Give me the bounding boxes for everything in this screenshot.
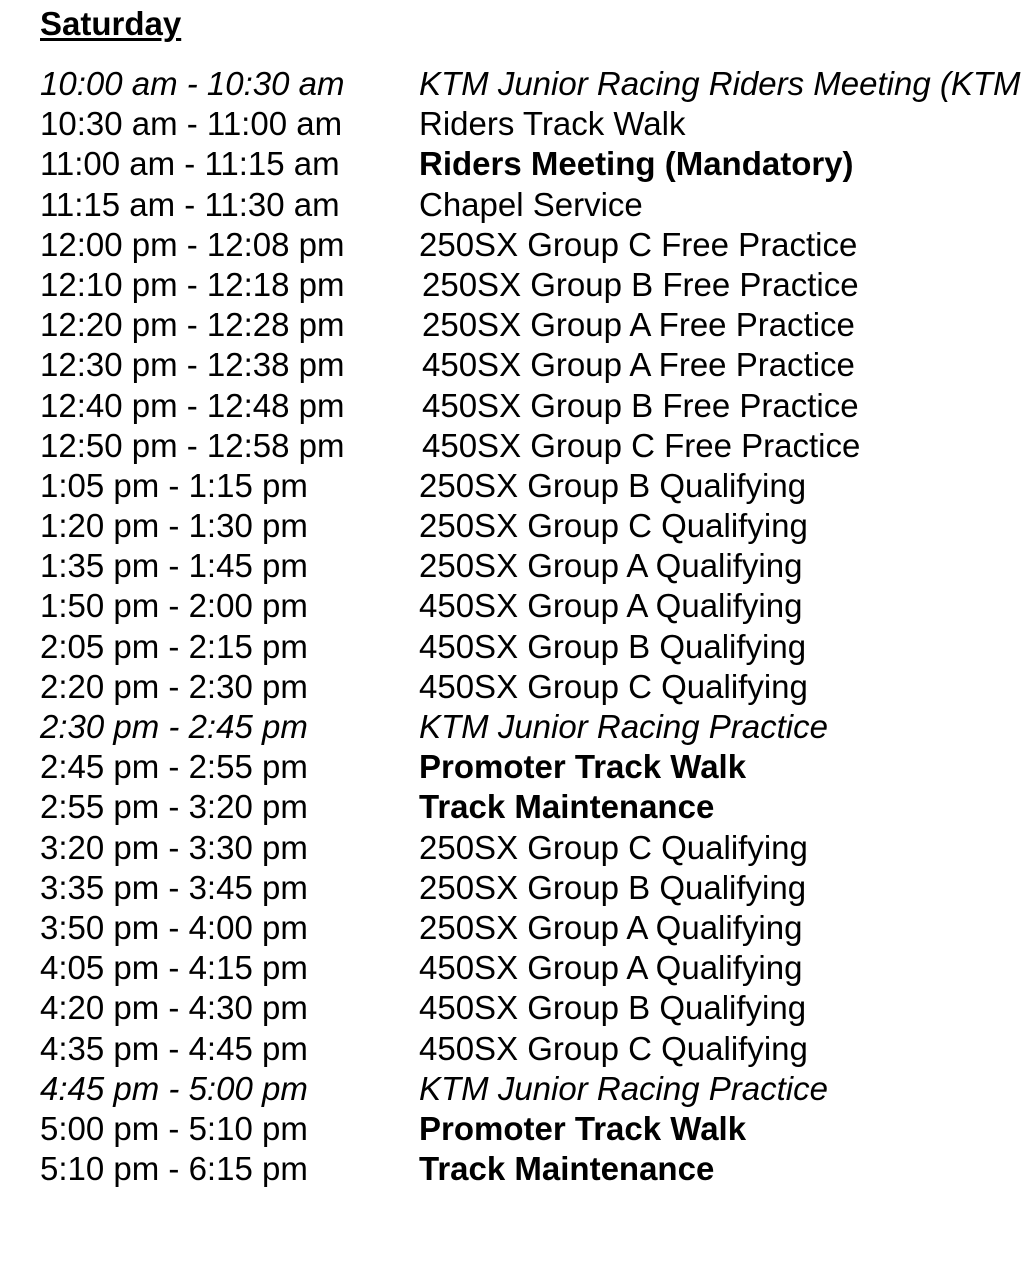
time-range: 4:05 pm - 4:15 pm [40, 949, 308, 987]
time-range: 2:55 pm - 3:20 pm [40, 788, 308, 826]
time-range: 12:00 pm - 12:08 pm [40, 225, 345, 263]
event-name: 250SX Group A Qualifying [419, 547, 803, 585]
time-range: 4:45 pm - 5:00 pm [40, 1069, 308, 1107]
event-name: KTM Junior Racing Practice [419, 1069, 828, 1107]
time-range: 2:20 pm - 2:30 pm [40, 667, 308, 705]
event-name: Riders Meeting (Mandatory) [419, 145, 854, 183]
time-range: 12:50 pm - 12:58 pm [40, 426, 345, 464]
schedule-row [0, 586, 1030, 626]
event-name: 250SX Group A Free Practice [422, 306, 855, 344]
schedule-row [0, 667, 1030, 707]
schedule-row [0, 747, 1030, 787]
time-range: 11:15 am - 11:30 am [40, 185, 340, 223]
time-range: 12:20 pm - 12:28 pm [40, 306, 345, 344]
time-range: 3:20 pm - 3:30 pm [40, 828, 308, 866]
event-name: 250SX Group B Qualifying [419, 466, 807, 504]
event-name: Promoter Track Walk [419, 1109, 747, 1147]
event-name: 450SX Group A Free Practice [422, 346, 855, 384]
schedule-row [0, 787, 1030, 827]
time-range: 1:50 pm - 2:00 pm [40, 587, 308, 625]
event-name: Track Maintenance [419, 1150, 715, 1188]
schedule-row [0, 185, 1030, 225]
event-name: Promoter Track Walk [419, 748, 747, 786]
time-range: 4:20 pm - 4:30 pm [40, 989, 308, 1027]
schedule-row [0, 265, 1030, 305]
schedule-row [0, 305, 1030, 345]
schedule-row [0, 506, 1030, 546]
time-range: 12:10 pm - 12:18 pm [40, 265, 345, 303]
schedule-row [0, 707, 1030, 747]
schedule-row [0, 386, 1030, 426]
event-name: Track Maintenance [419, 788, 715, 826]
time-range: 4:35 pm - 4:45 pm [40, 1029, 308, 1067]
schedule-row [0, 546, 1030, 586]
schedule-row [0, 828, 1030, 868]
schedule-row [0, 466, 1030, 506]
time-range: 2:30 pm - 2:45 pm [40, 708, 308, 745]
schedule-row [0, 225, 1030, 265]
time-range: 12:40 pm - 12:48 pm [40, 386, 345, 424]
event-name: 450SX Group A Qualifying [419, 587, 803, 625]
time-range: 11:00 am - 11:15 am [40, 145, 340, 183]
time-range: 2:45 pm - 2:55 pm [40, 748, 308, 786]
time-range: 5:00 pm - 5:10 pm [40, 1109, 308, 1147]
time-range: 2:05 pm - 2:15 pm [40, 627, 308, 665]
time-range: 12:30 pm - 12:38 pm [40, 346, 345, 384]
event-name: 250SX Group C Free Practice [419, 225, 858, 263]
schedule-row [0, 345, 1030, 385]
time-range: 3:50 pm - 4:00 pm [40, 908, 308, 946]
schedule-row [0, 144, 1030, 184]
time-range: 3:35 pm - 3:45 pm [40, 868, 308, 906]
event-name: 450SX Group B Free Practice [422, 386, 859, 424]
event-name: KTM Junior Racing Practice [419, 708, 828, 745]
schedule-row [0, 1109, 1030, 1149]
time-range: 1:20 pm - 1:30 pm [40, 507, 308, 545]
event-name: 450SX Group B Qualifying [419, 989, 807, 1027]
event-name: 250SX Group A Qualifying [419, 908, 803, 946]
event-name: 250SX Group C Qualifying [419, 828, 808, 866]
event-name: 450SX Group A Qualifying [419, 949, 803, 987]
schedule-row [0, 868, 1030, 908]
schedule-row [0, 64, 1030, 104]
event-name: 450SX Group B Qualifying [419, 627, 807, 665]
schedule-row [0, 948, 1030, 988]
time-range: 1:35 pm - 1:45 pm [40, 547, 308, 585]
time-range: 1:05 pm - 1:15 pm [40, 466, 308, 504]
schedule-row [0, 104, 1030, 144]
schedule-row [0, 1029, 1030, 1069]
event-name: KTM Junior Racing Riders Meeting (KTM [419, 65, 1021, 102]
schedule-row [0, 988, 1030, 1028]
event-name: Riders Track Walk [419, 105, 686, 143]
schedule-row [0, 627, 1030, 667]
time-range: 10:30 am - 11:00 am [40, 105, 343, 143]
event-name: 450SX Group C Qualifying [419, 1029, 808, 1067]
event-name: Chapel Service [419, 185, 643, 223]
event-name: 450SX Group C Qualifying [419, 667, 808, 705]
schedule-row [0, 908, 1030, 948]
event-name: 250SX Group B Qualifying [419, 868, 807, 906]
schedule-list [0, 64, 1030, 1189]
time-range: 10:00 am - 10:30 am [40, 65, 345, 102]
time-range: 5:10 pm - 6:15 pm [40, 1150, 308, 1188]
event-name: 250SX Group B Free Practice [422, 265, 859, 303]
schedule-row [0, 426, 1030, 466]
event-name: 450SX Group C Free Practice [422, 426, 861, 464]
schedule-row [0, 1069, 1030, 1109]
event-name: 250SX Group C Qualifying [419, 507, 808, 545]
schedule-row [0, 1149, 1030, 1189]
day-heading: Saturday [40, 5, 182, 42]
